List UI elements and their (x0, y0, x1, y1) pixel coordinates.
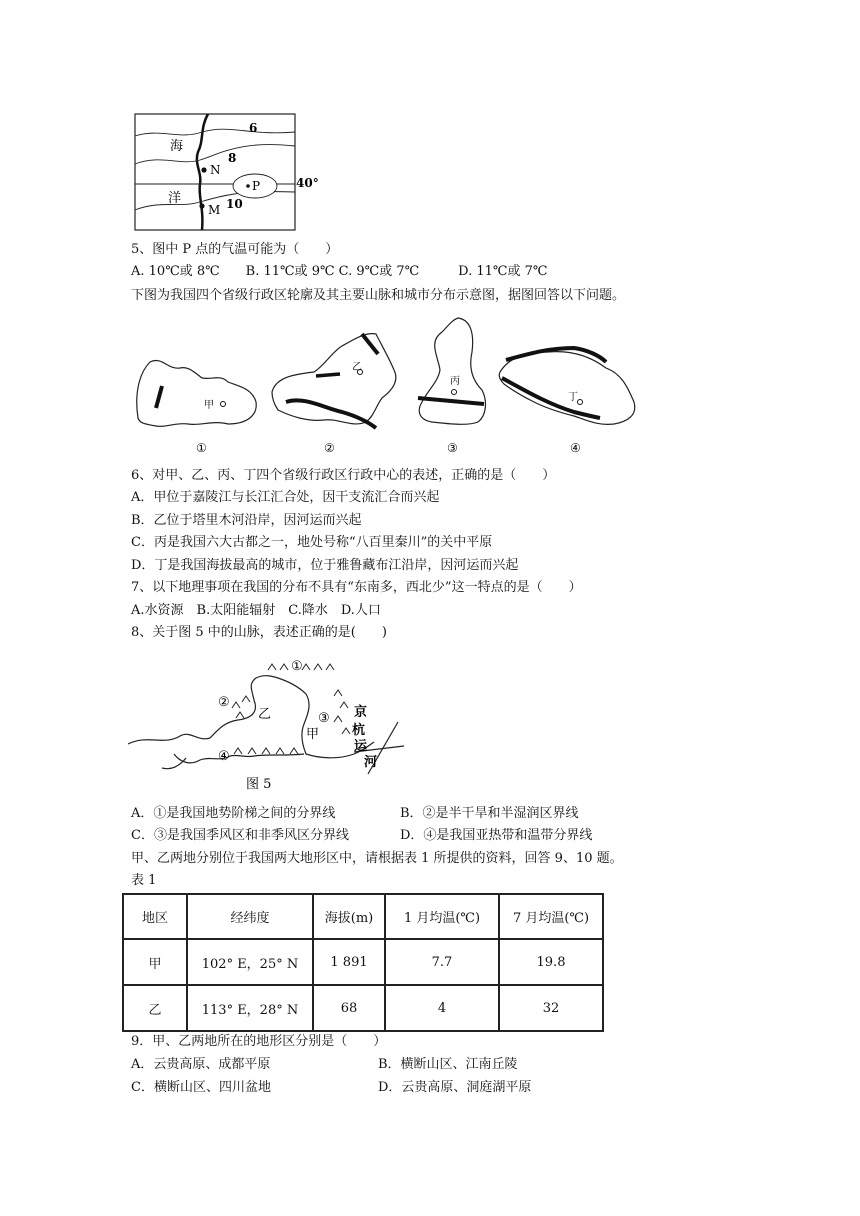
q5-options: A. 10℃或 8℃ B. 11℃或 9℃ C. 9℃或 7℃ D. 11℃或 7℃ (131, 264, 548, 279)
q6-option-c: C．丙是我国六大古都之一，地处号称“八百里秦川”的关中平原 (131, 535, 493, 550)
q7-stem: 7、以下地理事项在我国的分布不具有“东南多，西北少”这一特点的是（ ） (131, 580, 582, 595)
table-header: 海拔(m) (313, 894, 385, 939)
figure-5-map (128, 650, 418, 792)
q8-option-d: D．④是我国亚热带和温带分界线 (400, 828, 593, 843)
table-header-row (123, 894, 603, 939)
table-cell: 102° E，25° N (187, 939, 313, 985)
q8-option-c: C．③是我国季风区和非季风区分界线 (131, 828, 349, 843)
province-2-city-label: 乙 (352, 362, 362, 373)
point-m-label: M (208, 203, 221, 217)
table-header: 经纬度 (187, 894, 313, 939)
latitude-label: 40° (296, 176, 319, 190)
point-p-label: P (252, 179, 261, 193)
province-3-number: ③ (447, 441, 458, 455)
canal-char-2: 杭 (352, 723, 366, 738)
province-2-number: ② (324, 441, 335, 455)
canal-char-3: 运 (354, 739, 368, 754)
climate-data-table (122, 893, 604, 1032)
region-yi-label: 乙 (258, 707, 272, 722)
table-cell: 1 891 (313, 939, 385, 985)
table-header: 地区 (123, 894, 187, 939)
q9-option-c: C．横断山区、四川盆地 (131, 1080, 271, 1095)
figure-5-caption: 图 5 (246, 777, 272, 792)
table-cell: 甲 (123, 939, 187, 985)
province-4-city-label: 丁 (568, 392, 578, 403)
q6-option-b: B．乙位于塔里木河沿岸，因河运而兴起 (131, 513, 362, 528)
q8-stem: 8、关于图 5 中的山脉，表述正确的是( ) (131, 625, 387, 640)
table-cell: 7.7 (385, 939, 499, 985)
ocean-label: 洋 (168, 191, 182, 206)
q6-option-a: A．甲位于嘉陵江与长江汇合处，因干支流汇合而兴起 (131, 490, 440, 505)
isotherm-10-label: 10 (226, 197, 243, 211)
table-cell: 4 (385, 985, 499, 1031)
region-jia-label: 甲 (306, 727, 320, 742)
q8-option-a: A．①是我国地势阶梯之间的分界线 (131, 806, 336, 821)
province-2-outline (272, 334, 396, 428)
table-header: 7 月均温(℃) (499, 894, 603, 939)
point-n-label: N (210, 163, 221, 177)
table-cell: 68 (313, 985, 385, 1031)
province-outlines-figure (128, 312, 648, 458)
table-header: 1 月均温(℃) (385, 894, 499, 939)
table-cell: 32 (499, 985, 603, 1031)
q9-option-d: D．云贵高原、洞庭湖平原 (378, 1080, 532, 1095)
province-3-outline (418, 318, 485, 424)
table-caption: 表 1 (131, 873, 157, 888)
province-3-city-label: 丙 (450, 376, 460, 387)
q7-options: A.水资源 B.太阳能辐射 C.降水 D.人口 (131, 603, 381, 618)
mountain-3-label: ③ (318, 711, 330, 726)
provinces-intro: 下图为我国四个省级行政区轮廓及其主要山脉和城市分布示意图，据图回答以下问题。 (131, 288, 626, 303)
q6-option-d: D．丁是我国海拔最高的城市，位于雅鲁藏布江沿岸，因河运而兴起 (131, 558, 519, 573)
isotherm-8-label: 8 (228, 151, 237, 165)
table-cell: 113° E，28° N (187, 985, 313, 1031)
table-intro: 甲、乙两地分别位于我国两大地形区中，请根据表 1 所提供的资料，回答 9、10 题。 (131, 851, 623, 866)
isotherm-6-label: 6 (249, 121, 258, 135)
q9-option-a: A．云贵高原、成都平原 (131, 1057, 271, 1072)
table-row (123, 985, 603, 1031)
q9-option-b: B．横断山区、江南丘陵 (378, 1057, 518, 1072)
table-cell: 乙 (123, 985, 187, 1031)
mountain-4-label: ④ (218, 749, 230, 764)
province-4-number: ④ (570, 441, 581, 455)
table-row (123, 939, 603, 985)
q5-stem: 5、图中 P 点的气温可能为（ ） (131, 242, 339, 257)
province-1-number: ① (196, 441, 207, 455)
table-cell: 19.8 (499, 939, 603, 985)
province-1-city-label: 甲 (204, 400, 214, 411)
mountain-2-label: ② (218, 695, 230, 710)
province-1-outline (137, 360, 256, 426)
province-4-outline (499, 348, 635, 424)
mountain-symbols (232, 664, 350, 754)
sea-label: 海 (170, 139, 184, 154)
q8-option-b: B．②是半干旱和半湿润区界线 (400, 806, 579, 821)
q9-stem: 9．甲、乙两地所在的地形区分别是（ ） (131, 1034, 387, 1049)
canal-char-4: 河 (364, 755, 378, 770)
canal-char-1: 京 (354, 705, 368, 720)
q6-stem: 6、对甲、乙、丙、丁四个省级行政区行政中心的表述，正确的是（ ） (131, 468, 556, 483)
isotherm-map (130, 110, 335, 234)
mountain-1-label: ① (291, 659, 303, 674)
